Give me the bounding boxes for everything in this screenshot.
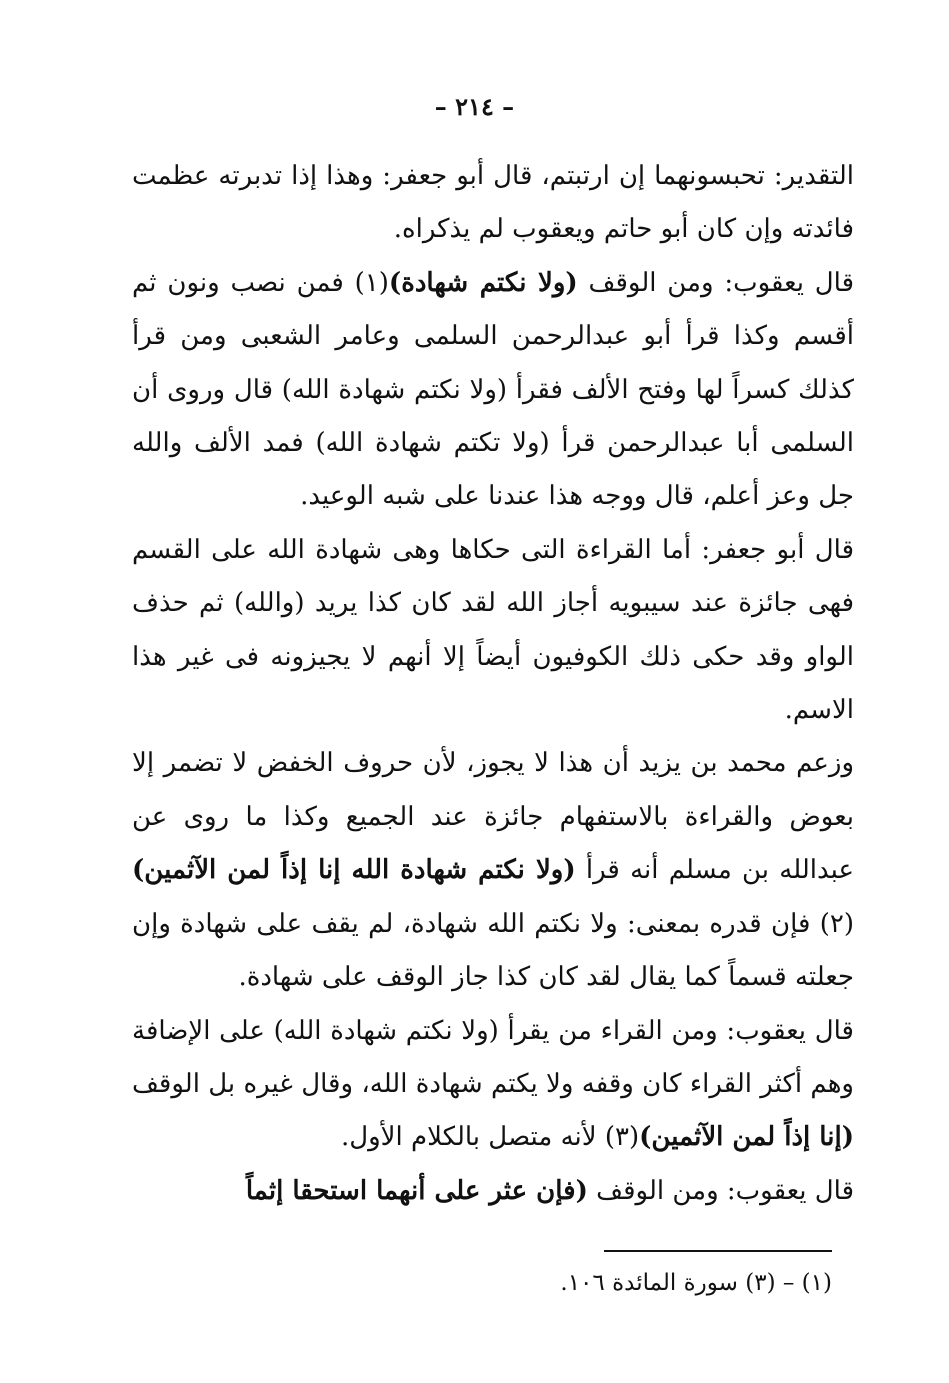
paragraph-text: قال يعقوب: ومن الوقف [577, 267, 854, 298]
paragraph-4 [132, 737, 854, 1004]
paragraph-1 [132, 150, 854, 257]
paragraph-text: وزعم محمد بن يزيد أن هذا لا يجوز، لأن حروف الخفض لا تضمر إلا بعوض والقراءة بالاستفهام جائزة عند الجميع وكذا ما روى عن عبدالله بن مسلم أنه قرأ [132, 748, 854, 886]
footnote-divider [604, 1250, 832, 1252]
page-number: – ٢١٤ – [434, 92, 515, 121]
paragraph-text: التقدير: تحبسونهما إن ارتبتم، قال أبو جعفر: وهذا إذا تدبرته عظمت فائدته وإن كان أبو حاتم ويعقوب لم يذكراه. [132, 161, 854, 245]
quran-quote: (ولا نكتم شهادة) [388, 267, 578, 298]
paragraph-text: قال يعقوب: ومن القراء من يقرأ (ولا نكتم شهادة الله) على الإضافة وهم أكثر القراء كان وقفه ولا يكتم شهادة الله، وقال غيره بل الوقف [132, 1015, 854, 1099]
paragraph-3 [132, 524, 854, 738]
quran-quote: (فإن عثر على أنهما استحقا إثماً [245, 1175, 588, 1206]
paragraph-text: (٣) لأنه متصل بالكلام الأول. [340, 1122, 640, 1153]
body-text [132, 150, 854, 1218]
quran-quote: (إنا إذاً لمن الآثمين) [639, 1122, 854, 1153]
paragraph-text: قال أبو جعفر: أما القراءة التى حكاها وهى شهادة الله على القسم فهى جائزة عند سيبويه أجاز الله لقد كان كذا يريد (والله) ثم حذف الواو وقد حكى ذلك الكوفيون أيضاً إلا أنهم لا يجيزونه فى غير هذا الاسم. [132, 534, 854, 726]
paragraph-text: (١) فمن نصب ونون ثم أقسم وكذا قرأ أبو عبدالرحمن السلمى وعامر الشعبى ومن قرأ كذلك كسراً لها وفتح الألف فقرأ (ولا نكتم شهادة الله) قال وروى أن السلمى أبا عبدالرحمن قرأ (ولا تكتم شهادة الله) فمد الألف والله جل وعز أعلم، قال ووجه هذا عندنا على شبه الوعيد. [132, 267, 854, 512]
paragraph-text: (٢) فإن قدره بمعنى: ولا نكتم الله شهادة، لم يقف على شهادة وإن جعلته قسماً كما يقال لقد كان كذا جاز الوقف على شهادة. [132, 908, 854, 993]
paragraph-5 [132, 1005, 854, 1165]
paragraph-2 [132, 257, 854, 524]
quran-quote: (ولا نكتم شهادة الله إنا إذاً لمن الآثمين) [132, 855, 576, 886]
footnote: (١) – (٣) سورة المائدة ١٠٦. [560, 1270, 832, 1296]
paragraph-6 [132, 1165, 854, 1218]
paragraph-text: قال يعقوب: ومن الوقف [587, 1175, 854, 1206]
